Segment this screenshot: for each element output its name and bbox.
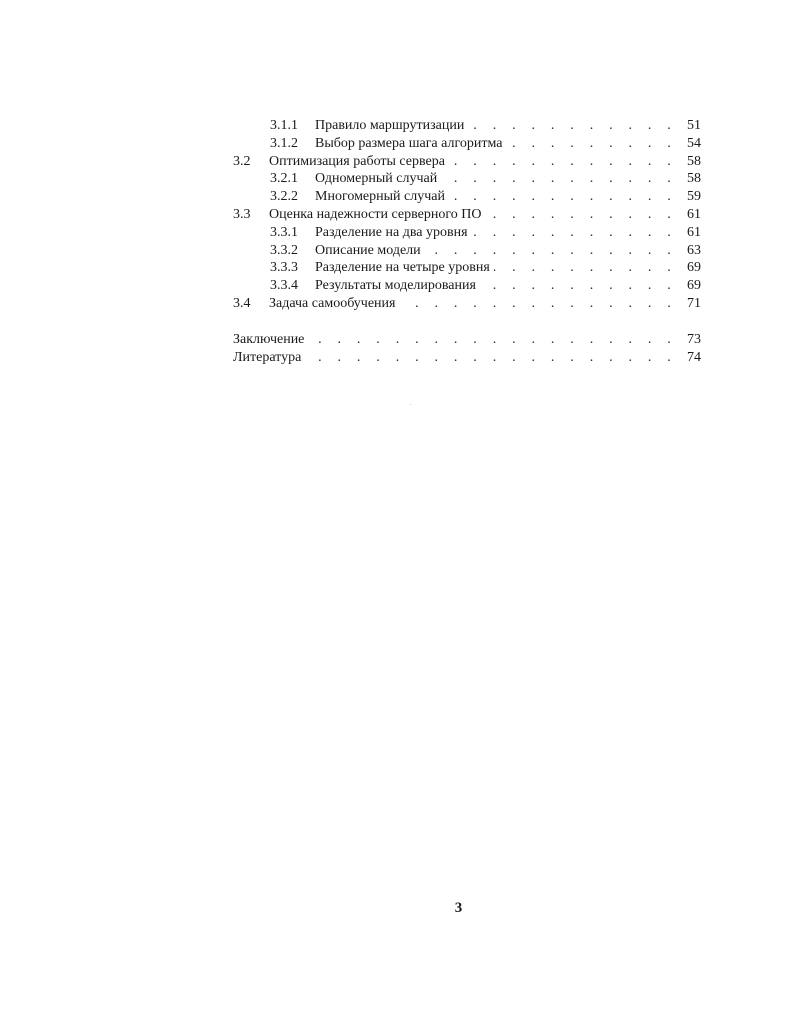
toc-entry-number: 3.4 (233, 295, 251, 311)
toc-entry-page: 54 (687, 135, 701, 151)
toc-entry-page: 71 (687, 295, 701, 311)
dot-leader (468, 117, 677, 135)
dot-leader (400, 295, 678, 313)
toc-entry-page: 74 (687, 349, 701, 365)
toc-entry-title: Литература (233, 349, 305, 367)
toc-entry (233, 331, 701, 349)
toc-entry-number: 3.1.1 (270, 118, 298, 133)
toc-entry (233, 188, 701, 206)
toc-entry (233, 135, 701, 153)
dot-leader (472, 224, 677, 242)
toc-entry-number: 3.2 (233, 153, 251, 169)
toc-entry-number: 3.3 (233, 206, 251, 222)
toc-entry-title: Многомерный случай (315, 188, 449, 206)
toc-entry-title: Оценка надежности серверного ПО (269, 206, 485, 224)
toc-entry (233, 259, 701, 277)
dot-leader (425, 242, 677, 260)
toc-entry-number: 3.1.2 (270, 135, 298, 151)
toc-entry-page: 73 (687, 331, 701, 347)
toc-entry (233, 170, 701, 188)
toc-entry-page: 51 (687, 118, 701, 133)
toc-entry (233, 224, 701, 242)
dot-leader (480, 277, 677, 295)
toc-entry (233, 349, 701, 367)
toc-entry (233, 153, 701, 171)
dot-leader (485, 206, 677, 224)
dot-leader (308, 331, 677, 349)
dot-leader (449, 153, 677, 171)
toc-entry-number: 3.3.2 (270, 242, 298, 258)
toc-entry-number: 3.3.4 (270, 278, 298, 294)
toc-entry (233, 277, 701, 295)
toc-entry-number: 3.2.1 (270, 171, 298, 187)
toc-entry-page: 58 (687, 171, 701, 187)
table-of-contents (233, 117, 701, 366)
toc-entry-page: 58 (687, 153, 701, 169)
toc-entry-number: 3.3.1 (270, 224, 298, 240)
toc-entry (233, 206, 701, 224)
toc-entry (233, 295, 701, 313)
toc-entry-title: Описание модели (315, 242, 425, 260)
toc-entry-title: Одномерный случай (315, 170, 441, 188)
toc-entry-title: Разделение на два уровня (315, 224, 472, 242)
dot-leader (494, 259, 677, 277)
dot-leader (305, 349, 677, 367)
page-number: 3 (454, 900, 463, 916)
toc-entry-title: Оптимизация работы сервера (269, 153, 449, 171)
toc-entry-page: 69 (687, 278, 701, 294)
dot-leader (441, 170, 677, 188)
toc-entry-number: 3.3.3 (270, 260, 298, 276)
toc-entry-title: Правило маршрутизации (315, 117, 468, 135)
toc-entry (233, 242, 701, 260)
dot-leader (506, 135, 677, 153)
scan-speck (410, 404, 411, 405)
toc-entry-page: 61 (687, 206, 701, 222)
dot-leader (449, 188, 677, 206)
toc-entry-page: 63 (687, 242, 701, 258)
toc-entry-page: 69 (687, 260, 701, 276)
toc-entry-title: Выбор размера шага алгоритма (315, 135, 506, 153)
toc-entry (233, 117, 701, 135)
toc-entry-title: Заключение (233, 331, 308, 349)
toc-entry-page: 61 (687, 224, 701, 240)
toc-entry-page: 59 (687, 189, 701, 205)
toc-entry-title: Разделение на четыре уровня (315, 259, 494, 277)
toc-entry-title: Задача самообучения (269, 295, 400, 313)
toc-entry-number: 3.2.2 (270, 189, 298, 205)
toc-entry-title: Результаты моделирования (315, 277, 480, 295)
